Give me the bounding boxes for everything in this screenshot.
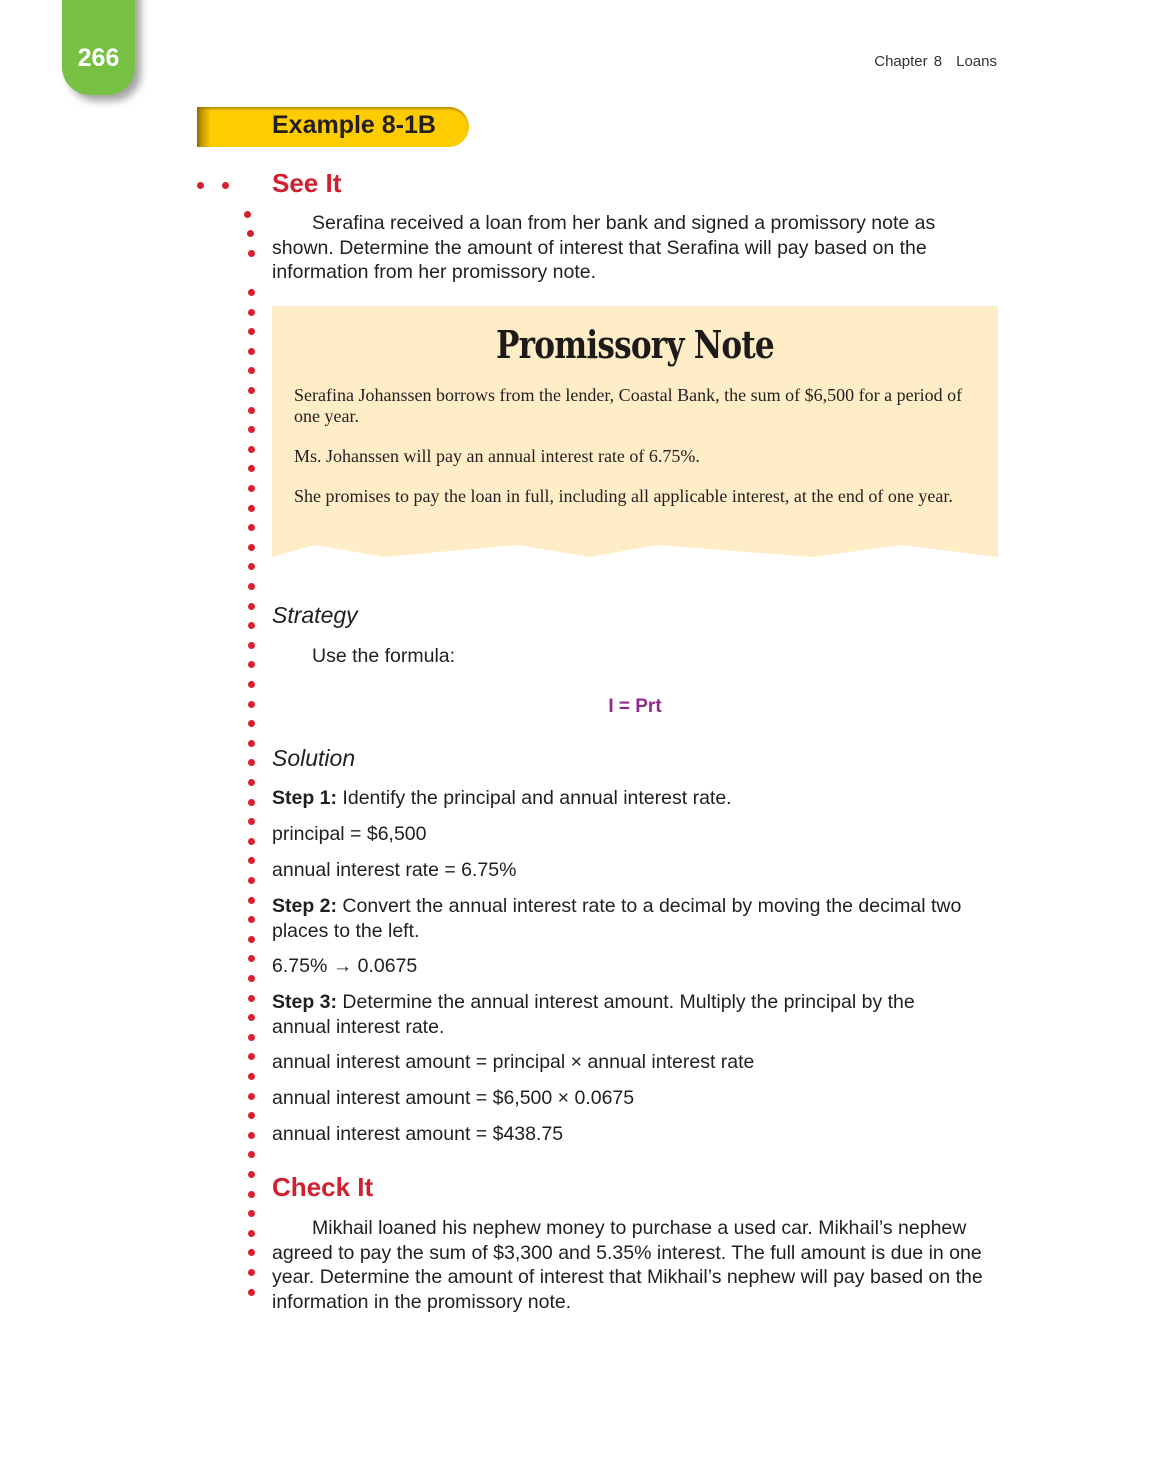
margin-dot xyxy=(248,1230,255,1237)
step-1 xyxy=(272,786,1002,811)
chapter-label: Chapter 8 xyxy=(874,53,943,70)
margin-dot xyxy=(248,1249,255,1256)
margin-dot xyxy=(248,955,255,962)
margin-dot xyxy=(248,877,255,884)
example-title: Example 8-1B xyxy=(272,111,436,139)
margin-dot xyxy=(248,759,255,766)
strategy-heading: Strategy xyxy=(272,602,358,628)
margin-dot xyxy=(248,446,255,453)
promissory-note-title: Promissory Note xyxy=(496,322,774,367)
margin-dot xyxy=(248,720,255,727)
chapter-title: Loans xyxy=(956,53,997,70)
margin-dot xyxy=(248,1132,255,1139)
conversion-line: 6.75% → 0.0675 xyxy=(272,955,418,977)
margin-dot xyxy=(248,603,255,610)
result-line: annual interest amount = $438.75 xyxy=(272,1123,564,1145)
margin-dot xyxy=(248,1269,255,1276)
check-it-heading: Check It xyxy=(272,1172,374,1202)
margin-dot xyxy=(248,897,255,904)
interest-formula: I = Prt xyxy=(608,696,662,717)
margin-dot xyxy=(248,622,255,629)
margin-dot xyxy=(248,426,255,433)
margin-dot xyxy=(248,1191,255,1198)
note-paragraph: She promises to pay the loan in full, including all applicable interest, at the end of one year. xyxy=(294,486,953,506)
margin-dot xyxy=(222,182,229,189)
margin-dot xyxy=(248,563,255,570)
see-it-intro: Serafina received a loan from her bank and signed a promissory note as shown. Determine the amount of interest that Serafina will pay based on the information from her promissory note. xyxy=(272,212,936,283)
step-label: Step 2: xyxy=(272,895,338,917)
margin-dot xyxy=(248,701,255,708)
margin-dot xyxy=(248,1151,255,1158)
margin-dot xyxy=(248,485,255,492)
margin-dot xyxy=(248,799,255,806)
margin-dot xyxy=(248,524,255,531)
margin-dot xyxy=(248,289,255,296)
margin-dot xyxy=(248,1171,255,1178)
formula-words-line: annual interest amount = principal × annual interest rate xyxy=(272,1051,755,1073)
margin-dot xyxy=(248,838,255,845)
margin-dot xyxy=(248,1210,255,1217)
margin-dot xyxy=(248,661,255,668)
margin-dot xyxy=(248,407,255,414)
margin-dot xyxy=(248,818,255,825)
margin-dot xyxy=(247,230,254,237)
margin-dot xyxy=(248,936,255,943)
margin-dot xyxy=(248,681,255,688)
margin-dot xyxy=(248,975,255,982)
margin-dot xyxy=(248,740,255,747)
margin-dot xyxy=(248,328,255,335)
margin-dot xyxy=(248,309,255,316)
margin-dot xyxy=(248,367,255,374)
margin-dot xyxy=(248,348,255,355)
margin-dot xyxy=(248,1073,255,1080)
margin-dot xyxy=(248,465,255,472)
check-it-text: Mikhail loaned his nephew money to purchase a used car. Mikhail’s nephew agreed to pay the sum of $3,300 and 5.35% interest. The full amount is due in one year. Determine the amount of interest that Mikhail’s nephew will pay based on the information in the promissory note. xyxy=(272,1217,983,1313)
step-label: Step 1: xyxy=(272,787,338,809)
margin-dot xyxy=(248,916,255,923)
step-2 xyxy=(272,894,1002,943)
rate-line: annual interest rate = 6.75% xyxy=(272,859,517,881)
margin-dot xyxy=(248,1053,255,1060)
margin-dot xyxy=(248,1034,255,1041)
step-text: Identify the principal and annual interest rate. xyxy=(337,787,732,809)
margin-dot xyxy=(248,1112,255,1119)
principal-line: principal = $6,500 xyxy=(272,823,427,845)
margin-dot xyxy=(197,182,204,189)
step-text: Convert the annual interest rate to a decimal by moving the decimal two places to the left. xyxy=(272,895,962,942)
margin-dot xyxy=(248,1093,255,1100)
margin-dot xyxy=(248,505,255,512)
formula-values-line: annual interest amount = $6,500 × 0.0675 xyxy=(272,1087,635,1109)
note-paragraph: Serafina Johanssen borrows from the lender, Coastal Bank, the sum of $6,500 for a period of one year. xyxy=(294,385,963,426)
page-number: 266 xyxy=(77,44,120,72)
note-paragraph: Ms. Johanssen will pay an annual interest rate of 6.75%. xyxy=(294,446,700,466)
margin-dot xyxy=(248,250,255,257)
margin-dot xyxy=(248,642,255,649)
step-label: Step 3: xyxy=(272,991,338,1013)
step-3 xyxy=(272,990,972,1039)
margin-dot xyxy=(248,583,255,590)
running-head xyxy=(874,53,997,70)
margin-dot xyxy=(248,779,255,786)
step-text: Determine the annual interest amount. Multiply the principal by the annual interest rate. xyxy=(272,991,915,1038)
strategy-text: Use the formula: xyxy=(312,645,456,667)
margin-dot xyxy=(248,857,255,864)
solution-heading: Solution xyxy=(272,745,356,771)
see-it-heading: See It xyxy=(272,168,342,198)
margin-dot xyxy=(244,211,251,218)
margin-dot xyxy=(248,1014,255,1021)
margin-dot xyxy=(248,544,255,551)
margin-dot xyxy=(248,387,255,394)
margin-dot xyxy=(248,995,255,1002)
margin-dot xyxy=(248,1289,255,1296)
